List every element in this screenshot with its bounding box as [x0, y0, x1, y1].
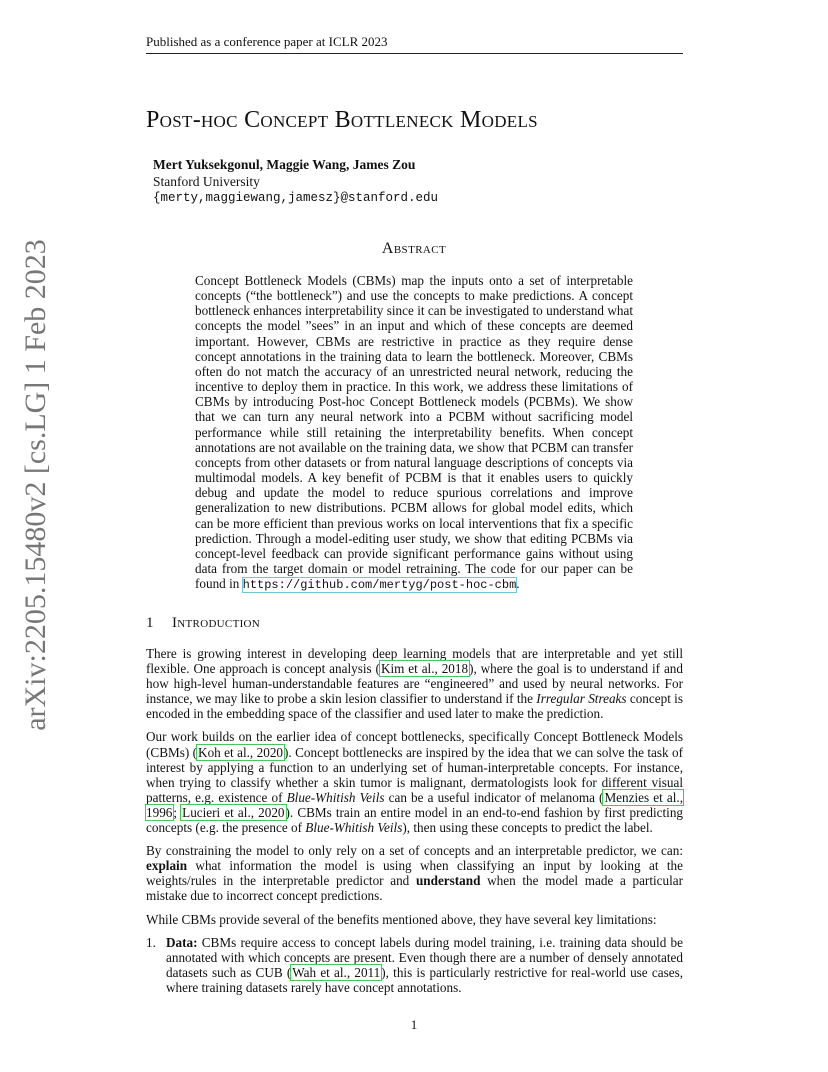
list-text: Data: CBMs require access to concept labels during model training, i.e. training data should be annotated with which concepts are present. Even though there are a number of densely annotated datasets such as CUB (Wah et al., 2011), this is particularly restrictive for real-world use cases, where training datasets rarely have concept annotations.: [166, 934, 683, 995]
affiliation: Stanford University: [153, 174, 260, 189]
paper-title: Post-hoc Concept Bottleneck Models: [146, 107, 538, 133]
list-number: 1.: [146, 934, 156, 950]
section-number: 1: [146, 615, 154, 631]
paragraph: While CBMs provide several of the benefits mentioned above, they have several key limitations:: [146, 911, 657, 927]
citation-link[interactable]: Kim et al., 2018: [380, 661, 469, 677]
citation-link[interactable]: Koh et al., 2020: [198, 744, 284, 760]
introduction-body: [146, 646, 683, 995]
citation-link[interactable]: Lucieri et al., 2020: [182, 804, 285, 820]
list-item: [146, 935, 683, 995]
arxiv-identifier[interactable]: arXiv:2205.15480v2 [cs.LG] 1 Feb 2023: [19, 239, 52, 731]
citation-link[interactable]: Wah et al., 2011: [292, 964, 381, 980]
author-email: {merty,maggiewang,jamesz}@stanford.edu: [153, 191, 439, 205]
paragraph: There is growing interest in developing deep learning models that are interpretable and yet still flexible. One approach is concept analysis (Kim et al., 2018), where the goal is to understand if and how high-level human-understandable features are “engineered” and used by neural networks. For instance, we may like to probe a skin lesion classifier to understand if the Irregular Streaks concept is encoded in the embedding space of the classifier and used later to make the prediction.: [146, 646, 683, 722]
abstract-body: Concept Bottleneck Models (CBMs) map the inputs onto a set of interpretable concepts (“the bottleneck”) and use the concepts to make predictions. A concept bottleneck enhances interpretability since it can be investigated to understand what concepts the model ”sees” in an input and which of these concepts are deemed important. However, CBMs are restrictive in practice as they require dense concept annotations in the training data to learn the bottleneck. Moreover, CBMs often do not match the accuracy of an unrestricted neural network, reducing the incentive to deploy them in practice. In this work, we address these limitations of CBMs by introducing Post-hoc Concept Bottleneck models (PCBMs). We show that we can turn any neural network into a PCBM without sacrificing model performance while still retaining the interpretability benefits. When concept annotations are not available on the training data, we show that PCBM can transfer concepts from other datasets or from natural language descriptions of concepts via multimodal models. A key benefit of PCBM is that it enables users to quickly debug and update the model to reduce spurious correlations and improve generalization to new distributions. PCBM allows for global model edits, which can be more efficient than previous works on local interventions that fix a specific prediction. Through a model-editing user study, we show that editing PCBMs via concept-level feedback can provide significant performance gains without using data from the target domain or model retraining. The code for our paper can be found in https://github.com/mertyg/post-hoc-cbm.: [195, 273, 633, 593]
citation-link[interactable]: Menzies et al., 1996: [146, 789, 683, 820]
paragraph: By constraining the model to only rely on a set of concepts and an interpretable predictor, we can: explain what information the model is using when classifying an input by looking at the weights/rules in the interpretable predictor and understand when the model made a particular mistake due to incorrect concept predictions.: [146, 843, 684, 904]
author-block: [153, 156, 438, 207]
code-repository-link[interactable]: https://github.com/mertyg/post-hoc-cbm: [242, 578, 517, 593]
author-names: Mert Yuksekgonul, Maggie Wang, James Zou: [153, 157, 416, 172]
running-header: Published as a conference paper at ICLR 2023: [146, 34, 388, 49]
header-rule: [146, 53, 683, 54]
page-number: 1: [410, 1017, 418, 1032]
paragraph: Our work builds on the earlier idea of concept bottlenecks, specifically Concept Bottleneck Models (CBMs) (Koh et al., 2020). Concept bottlenecks are inspired by the idea that we can solve the task of interest by applying a function to an underlying set of human-interpretable concepts. For instance, when trying to classify whether a skin tumor is malignant, dermatologists look for different visual patterns, e.g. existence of Blue-Whitish Veils can be a useful indicator of melanoma (Menzies et al., 1996; Lucieri et al., 2020). CBMs train an entire model in an end-to-end fashion by first predicting concepts (e.g. the presence of Blue-Whitish Veils), then using these concepts to predict the label.: [146, 729, 684, 836]
section-heading-introduction: [146, 614, 260, 632]
abstract-heading: Abstract: [381, 240, 447, 257]
section-title: Introduction: [172, 615, 261, 631]
